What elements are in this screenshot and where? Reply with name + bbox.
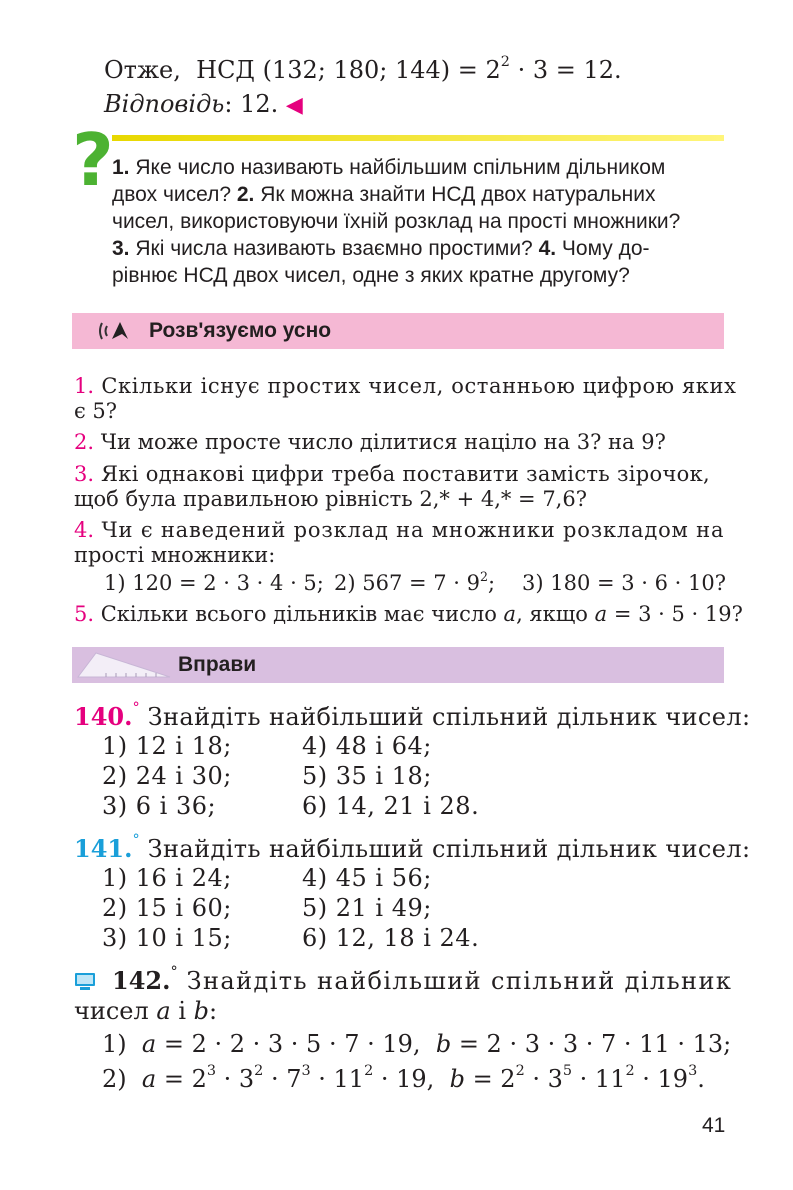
question-line-1 — [112, 154, 665, 182]
exercise-141-item-2: 2) 15 і 60; — [102, 894, 232, 922]
exercise-142-r2-var-b: b — [449, 1065, 465, 1093]
oral-item-2 — [74, 430, 666, 454]
r2a-4: · 7 — [263, 1065, 302, 1093]
oral-item-4 — [74, 518, 724, 542]
oral-item-4-cont — [74, 543, 275, 567]
r2b-6: · 19 — [634, 1065, 689, 1093]
oral-3-number: 3. — [74, 462, 95, 486]
exercise-142-mark: ° — [170, 964, 178, 980]
oral-5-expr: = 3 · 5 · 19? — [607, 602, 743, 626]
exercise-140-row-2 — [102, 762, 232, 790]
oral-4-option-2-sup: 2 — [480, 569, 489, 584]
exercise-142-row-2 — [102, 1065, 705, 1093]
oral-4-option-1 — [104, 571, 324, 595]
q-line3-text: чисел, використовуючи їхній розклад на прості множники? — [112, 210, 681, 233]
exercise-142-text: Знайдіть найбільший спільний дільник — [177, 967, 733, 995]
exercise-141-row-1 — [102, 864, 232, 892]
oral-3-text-2: щоб була правильною рівність 2,* + 4,* = 7,6? — [74, 487, 587, 511]
question-line-4 — [112, 235, 650, 263]
r2a-8: · 19, — [373, 1065, 435, 1093]
exercise-141-row-2b — [302, 894, 432, 922]
exercise-140-item-3: 3) 6 і 36; — [102, 792, 217, 820]
r2b-4: · 11 — [572, 1065, 626, 1093]
exercise-140-row-1 — [102, 732, 232, 760]
oral-4-option-3-text: 3) 180 = 3 · 6 · 10? — [522, 571, 727, 595]
exercise-140-number: 140. — [74, 702, 133, 731]
exercise-142-pre: чисел — [74, 997, 157, 1025]
page-number: 41 — [702, 1114, 726, 1137]
exercise-142-r1-var-a: a — [141, 1030, 157, 1058]
oral-section-title: Розв'язуємо усно — [149, 319, 332, 342]
oral-2-number: 2. — [74, 430, 95, 454]
r2a-6: · 11 — [310, 1065, 365, 1093]
exercise-140-row-1b — [302, 732, 432, 760]
oral-item-1-cont — [74, 399, 117, 423]
exercise-142-number: 142. — [112, 966, 171, 995]
exercise-141-row-3b — [302, 924, 479, 952]
exercise-142-r2-label: 2) — [102, 1065, 127, 1093]
oral-4-option-1-text: 1) 120 = 2 · 3 · 4 · 5; — [104, 571, 324, 595]
question-line-5 — [112, 262, 630, 290]
exercise-142-row-1 — [102, 1030, 731, 1058]
q4-number: 4. — [538, 237, 557, 260]
r2b-8: . — [697, 1065, 705, 1093]
conclusion-tail: · 3 = 12. — [509, 56, 622, 84]
r2a-7: 2 — [364, 1063, 374, 1079]
exercise-142-r1-b: = 2 · 3 · 3 · 7 · 11 · 13; — [451, 1030, 732, 1058]
end-marker-icon: ◀ — [285, 93, 303, 118]
exercise-142-line-2 — [74, 997, 217, 1025]
q3-text: Які числа називають взаємно простими? — [129, 237, 539, 260]
answer-value: : 12. — [224, 90, 279, 118]
r2b-7: 3 — [688, 1063, 698, 1079]
r2a-5: 3 — [301, 1063, 311, 1079]
exercise-141-header — [74, 834, 751, 863]
q-line2-text: двох чисел? — [112, 183, 237, 206]
exercise-142-colon: : — [209, 997, 218, 1025]
q2-number: 2. — [236, 183, 255, 206]
oral-item-3 — [74, 462, 710, 486]
oral-4-option-2 — [334, 571, 495, 595]
r2a-3: 2 — [254, 1063, 264, 1079]
exercise-140-item-4: 4) 48 і 64; — [302, 732, 432, 760]
exercise-141-row-3 — [102, 924, 232, 952]
r2b-0: = 2 — [464, 1065, 516, 1093]
conclusion-prefix: Отже, — [104, 56, 181, 84]
exercise-140-header — [74, 702, 751, 731]
oral-5-text: Скільки всього дільників має число — [94, 602, 504, 626]
exercise-140-item-1: 1) 12 і 18; — [102, 732, 232, 760]
oral-1-text: Скільки існує простих чисел, останньою цифрою яких — [94, 374, 737, 398]
exercise-141-mark: ° — [132, 832, 140, 848]
ruler-icon — [76, 651, 172, 683]
q-line5-text: рівнює НСД двох чисел, одне з яких кратне другому? — [112, 264, 630, 287]
r2b-1: 2 — [515, 1063, 525, 1079]
q1-number: 1. — [112, 156, 130, 179]
exercise-141-row-1b — [302, 864, 432, 892]
oral-5-expr-var: a — [594, 602, 608, 626]
q1-text: Яке число називають найбільшим спільним дільником — [129, 156, 666, 179]
exercise-140-row-2b — [302, 762, 432, 790]
exercise-141-item-6: 6) 12, 18 і 24. — [302, 924, 480, 952]
exercise-141-item-5: 5) 21 і 49; — [302, 894, 432, 922]
oral-section-header — [72, 313, 724, 349]
exercise-142-var-b: b — [193, 997, 210, 1025]
oral-item-5 — [74, 602, 743, 626]
oral-4-option-2-end: ; — [488, 571, 496, 595]
answer-label: Відповідь — [104, 90, 225, 118]
oral-5-number: 5. — [74, 602, 95, 626]
oral-4-option-2-text: 2) 567 = 7 · 9 — [334, 571, 481, 595]
exercise-140-item-5: 5) 35 і 18; — [302, 762, 432, 790]
question-mark-icon: ? — [72, 118, 114, 202]
q4-text: Чому до- — [556, 237, 650, 260]
oral-item-3-cont — [74, 487, 587, 511]
q2-text: Як можна знайти НСД двох натуральних — [254, 183, 656, 206]
exercise-140-mark: ° — [132, 700, 140, 716]
exercise-142-r1-label: 1) — [102, 1030, 127, 1058]
exercise-141-text: Знайдіть найбільший спільний дільник чисел: — [139, 835, 751, 863]
r2a-0: = 2 — [156, 1065, 207, 1093]
oral-4-option-3 — [522, 571, 726, 595]
exercises-section-title: Вправи — [178, 653, 257, 676]
conclusion-sup: 2 — [500, 54, 510, 70]
q3-number: 3. — [112, 237, 130, 260]
oral-5-var: a — [503, 602, 517, 626]
exercise-142-r1-var-b: b — [435, 1030, 452, 1058]
exercise-140-row-3b — [302, 792, 479, 820]
exercise-142-var-a: a — [156, 997, 171, 1025]
oral-5-text-b: , якщо — [516, 602, 595, 626]
exercises-section-header — [72, 647, 724, 683]
oral-1-number: 1. — [74, 374, 95, 398]
exercise-142-header — [112, 966, 732, 995]
exercise-142-r2-var-a: a — [141, 1065, 157, 1093]
exercise-142-r1-a: = 2 · 2 · 3 · 5 · 7 · 19, — [156, 1030, 421, 1058]
exercise-142-and: і — [170, 997, 194, 1025]
oral-1-text-2: є 5? — [74, 399, 118, 423]
oral-4-text: Чи є наведений розклад на множники розкладом на — [94, 518, 725, 542]
exercise-141-item-3: 3) 10 і 15; — [102, 924, 232, 952]
exercise-141-item-1: 1) 16 і 24; — [102, 864, 232, 892]
speaking-icon — [98, 319, 134, 347]
oral-3-text: Які однакові цифри треба поставити замість зірочок, — [94, 462, 710, 486]
oral-4-text-2: прості множники: — [74, 543, 276, 567]
conclusion-line — [104, 56, 622, 84]
r2a-2: · 3 — [216, 1065, 255, 1093]
exercise-140-item-6: 6) 14, 21 і 28. — [302, 792, 480, 820]
question-line-3 — [112, 208, 680, 236]
exercise-141-row-2 — [102, 894, 232, 922]
oral-item-1 — [74, 374, 737, 398]
exercise-141-item-4: 4) 45 і 56; — [302, 864, 432, 892]
answer-line — [104, 90, 303, 118]
r2b-2: · 3 — [524, 1065, 563, 1093]
r2a-1: 3 — [206, 1063, 217, 1079]
exercise-140-text: Знайдіть найбільший спільний дільник чисел: — [139, 703, 751, 731]
oral-4-number: 4. — [74, 518, 95, 542]
r2b-5: 2 — [625, 1063, 635, 1079]
exercise-141-number: 141. — [74, 834, 133, 863]
exercise-140-item-2: 2) 24 і 30; — [102, 762, 232, 790]
r2b-3: 5 — [562, 1063, 573, 1079]
oral-2-text: Чи може просте число ділитися націло на 3? на 9? — [94, 430, 666, 454]
conclusion-expr: НСД (132; 180; 144) = 2 — [196, 56, 501, 84]
exercise-140-row-3 — [102, 792, 216, 820]
question-rule — [112, 135, 724, 141]
computer-icon — [74, 972, 96, 996]
question-line-2 — [112, 181, 655, 209]
